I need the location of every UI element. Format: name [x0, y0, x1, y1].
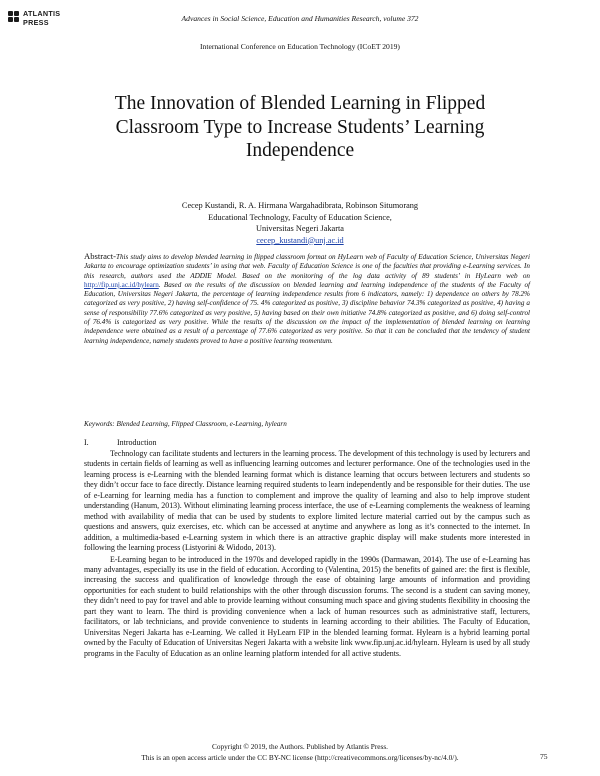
- series-header: Advances in Social Science, Education and Humanities Research, volume 372: [181, 14, 419, 23]
- section-number: I.: [84, 438, 89, 447]
- copyright-notice: Copyright © 2019, the Authors. Published by Atlantis Press.: [211, 742, 388, 751]
- license-notice: This is an open access article under the CC BY-NC license (http://creativecommons.org/licenses/by-nc/4.0/).: [141, 752, 459, 762]
- abstract: [84, 252, 530, 346]
- author-email-link[interactable]: cecep_kustandi@unj.ac.id: [256, 235, 344, 245]
- abstract-text-part2: . Based on the results of the discussion on blended learning and learning independence of the students of the Faculty of Education, Universitas Negeri Jakarta, the percentage of learning independence results from 6 indicators, namely: 1) dependence on others by 78.2% categorized as very positive, 2) having self-confidence of 75. 4% categorized as positive, 3) discipline behavior 74.3% categorized as positive, 4) having a sense of responsibility 77.6% categorized as very positive, 5) having based on their own initiative 74.8% categorized as positive, and 6) doing self-control of 76.4% is categorized as very positive. While the results of the discussion on the impact of the implementation of blended learning on learning independence were obtained as a result of a percentage of 77.6% categorized as very positive. So that it can be concluded that the tendency of student learning independence, namely students proved to have a positive learning momentum.: [84, 280, 530, 345]
- author-department: Educational Technology, Faculty of Education Science,: [208, 212, 392, 222]
- conference-header: International Conference on Education Technology (ICoET 2019): [200, 42, 400, 51]
- abstract-text-part1: This study aims to develop blended learning in flipped classroom format on HyLearn web of Faculty of Education Science, Universitas Negeri Jakarta to encourage optimization students’ in using that web. Faculty of Education Science is one of the faculties that providing e-Learning services. In this research, authors used the ADDIE Model. Based on the monitoring of the log data activity of 89 students’ in HyLearn web on: [84, 253, 530, 280]
- page-number: 75: [540, 752, 548, 761]
- body-paragraph-2: E-Learning began to be introduced in the 1970s and developed rapidly in the 1990s (Darmawan, 2014). The use of e-Learning has many advantages, especially its use in the field of education. According to (Valentina, 2015) the benefits of gained are: the first is flexible, increasing the success and qualification of knowledge through the ease of obtaining large amounts of information and providing opportunities for each student to build relationships with the other through discussion forums. The second is a student can saving money, they didn’t need to pay for travel and able to provide learning without consuming much space and giving students flexibility in choosing the part they want to learn. The third is providing convenience when a lack of human resources such as administrative staff, lecturers, facilitators, or lab technicians, and provide convenience to students in learning according to their abilities. The Faculty of Education, Universitas Negeri Jakarta has e-Learning. We called it HyLearn FIP in the blended learning format. Hylearn is a hybrid learning portal owned by the Faculty of Education of Universitas Negeri Jakarta with a website link www.fip.unj.ac.id/hylearn. Hylearn is used by all study programs in the Faculty of Education as an online learning platform intended for all active students.: [84, 554, 530, 658]
- page-footer: [0, 742, 600, 763]
- section-heading: [84, 438, 157, 447]
- keywords: Keywords: Blended Learning, Flipped Classroom, e-Learning, hylearn: [84, 420, 287, 428]
- hylearn-link[interactable]: http://fip.unj.ac.id/hylearn: [84, 280, 159, 289]
- paper-title: The Innovation of Blended Learning in Flipped Classroom Type to Increase Students’ Learning Independence: [114, 93, 486, 161]
- body-text: [84, 449, 530, 659]
- abstract-label: Abstract-: [84, 251, 116, 261]
- author-block: [0, 200, 600, 246]
- author-university: Universitas Negeri Jakarta: [255, 224, 344, 233]
- publisher-wordmark: ATLANTIS PRESS: [23, 9, 61, 27]
- author-names: Cecep Kustandi, R. A. Hirmana Wargahadibrata, Robinson Situmorang: [181, 201, 419, 210]
- body-paragraph-1: Technology can facilitate students and lecturers in the learning process. The development of this technology is used by lecturers and students in certain fields of learning as well as influencing learning outcomes and lecturer performance. One of the technologies used in the learning process is e-Learning with the blended learning format which is distance learning that occurs between lecturers and students so they didn’t occur face to face directly. Distance learning required students to learn independently and be responsible for their duties. The use of e-Learning for learning media has a function to complement and improve the quality of learning and also to help improve student understanding (Hanum, 2013). Without eliminating learning process interface, the use of e-Learning complements the weakness of learning method with availability of media that can be used by students to explore limited lecture material carried out by the campus such as questions and answers, quiz exercises, etc. which can be accessed at anytime and anywhere as long as it’s connected to the internet. In addition, a multimedia-based e-Learning system in which there is an attractive graphic display will make students more interested in following the learning process (Listyorini & Widodo, 2013).: [84, 449, 530, 553]
- section-title: Introduction: [117, 438, 157, 447]
